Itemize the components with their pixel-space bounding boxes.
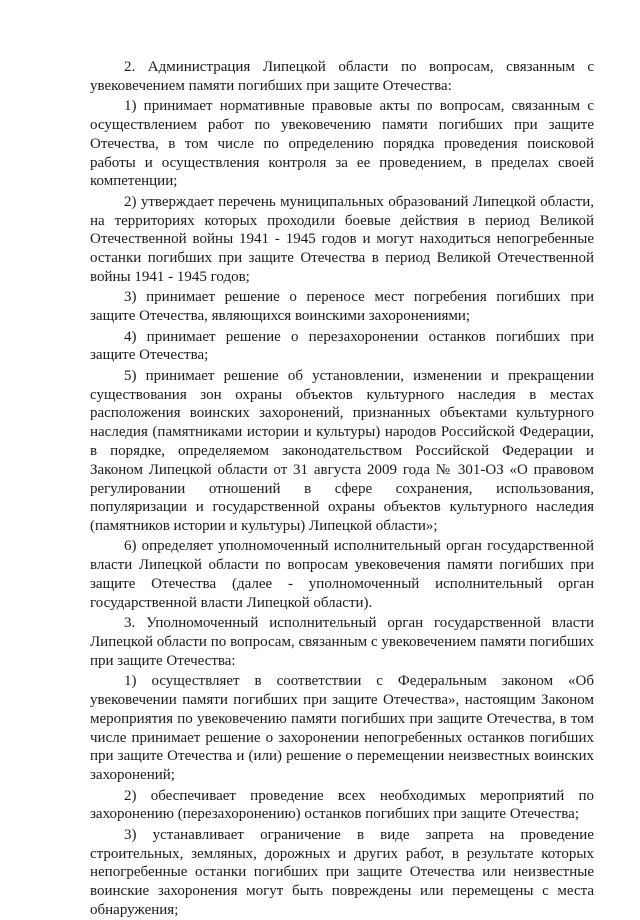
paragraph-item: 2) обеспечивает проведение всех необходимых мероприятий по захоронению (перезахоронению) останков погибших при защите Отечества; bbox=[90, 787, 594, 823]
paragraph-item: 4) принимает решение о перезахоронении останков погибших при защите Отечества; bbox=[90, 328, 594, 364]
paragraph-item: 5) принимает решение об установлении, изменении и прекращении существования зон охраны объектов культурного наследия в местах расположения воинских захоронений, признанных объектами культурного наследия (памятниками истории и культуры) народов Российской Федерации, в порядке, определяемом законодательством Российской Федерации и Законом Липецкой области от 31 августа 2009 года № 301-ОЗ «О правовом регулировании отношений в сфере сохранения, использования, популяризации и государственной охраны объектов культурного наследия (памятников истории и культуры) Липецкой области»; bbox=[90, 367, 594, 535]
paragraph-section-2: 2. Администрация Липецкой области по вопросам, связанным с увековечением памяти погибших при защите Отечества: bbox=[90, 59, 594, 94]
paragraph-item: 3) устанавливает ограничение в виде запрета на проведение строительных, земляных, дорожных и других работ, в результате которых непогребенные останки погибших при защите Отечества или неизвестные воинские захоронения могут быть повреждены или перемещены с места обнаружения; bbox=[90, 826, 594, 918]
paragraph-item: 2) утверждает перечень муниципальных образований Липецкой области, на территориях которых проходили боевые действия в период Великой Отечественной войны 1941 - 1945 годов и могут находиться непогребенные останки погибших при защите Отечества в период Великой Отечественной войны 1941 - 1945 годов; bbox=[90, 193, 594, 285]
paragraph-item: 3) принимает решение о переносе мест погребения погибших при защите Отечества, являющихся воинскими захоронениями; bbox=[90, 289, 594, 325]
paragraph-item: 6) определяет уполномоченный исполнительный орган государственной власти Липецкой области по вопросам увековечения памяти погибших при защите Отечества (далее - уполномоченный исполнительный орган государственной власти Липецкой области). bbox=[90, 538, 594, 611]
paragraph-item: 1) осуществляет в соответствии с Федеральным законом «Об увековечении памяти погибших при защите Отечества», настоящим Законом мероприятия по увековечению памяти погибших при защите Отечества, в том числе принимает решение о захоронении непогребенных останков погибших при защите Отечества и (или) решение о перемещении неизвестных воинских захоронений; bbox=[90, 673, 594, 784]
paragraph-item: 1) принимает нормативные правовые акты по вопросам, связанным с осуществлением работ по увековечению памяти погибших при защите Отечества, в том числе по определению порядка проведения поисковой работы и осуществления контроля за ее проведением, в пределах своей компетенции; bbox=[90, 98, 594, 190]
paragraph-section-3: 3. Уполномоченный исполнительный орган государственной власти Липецкой области по вопросам, связанным с увековечением памяти погибших при защите Отечества: bbox=[90, 615, 594, 669]
